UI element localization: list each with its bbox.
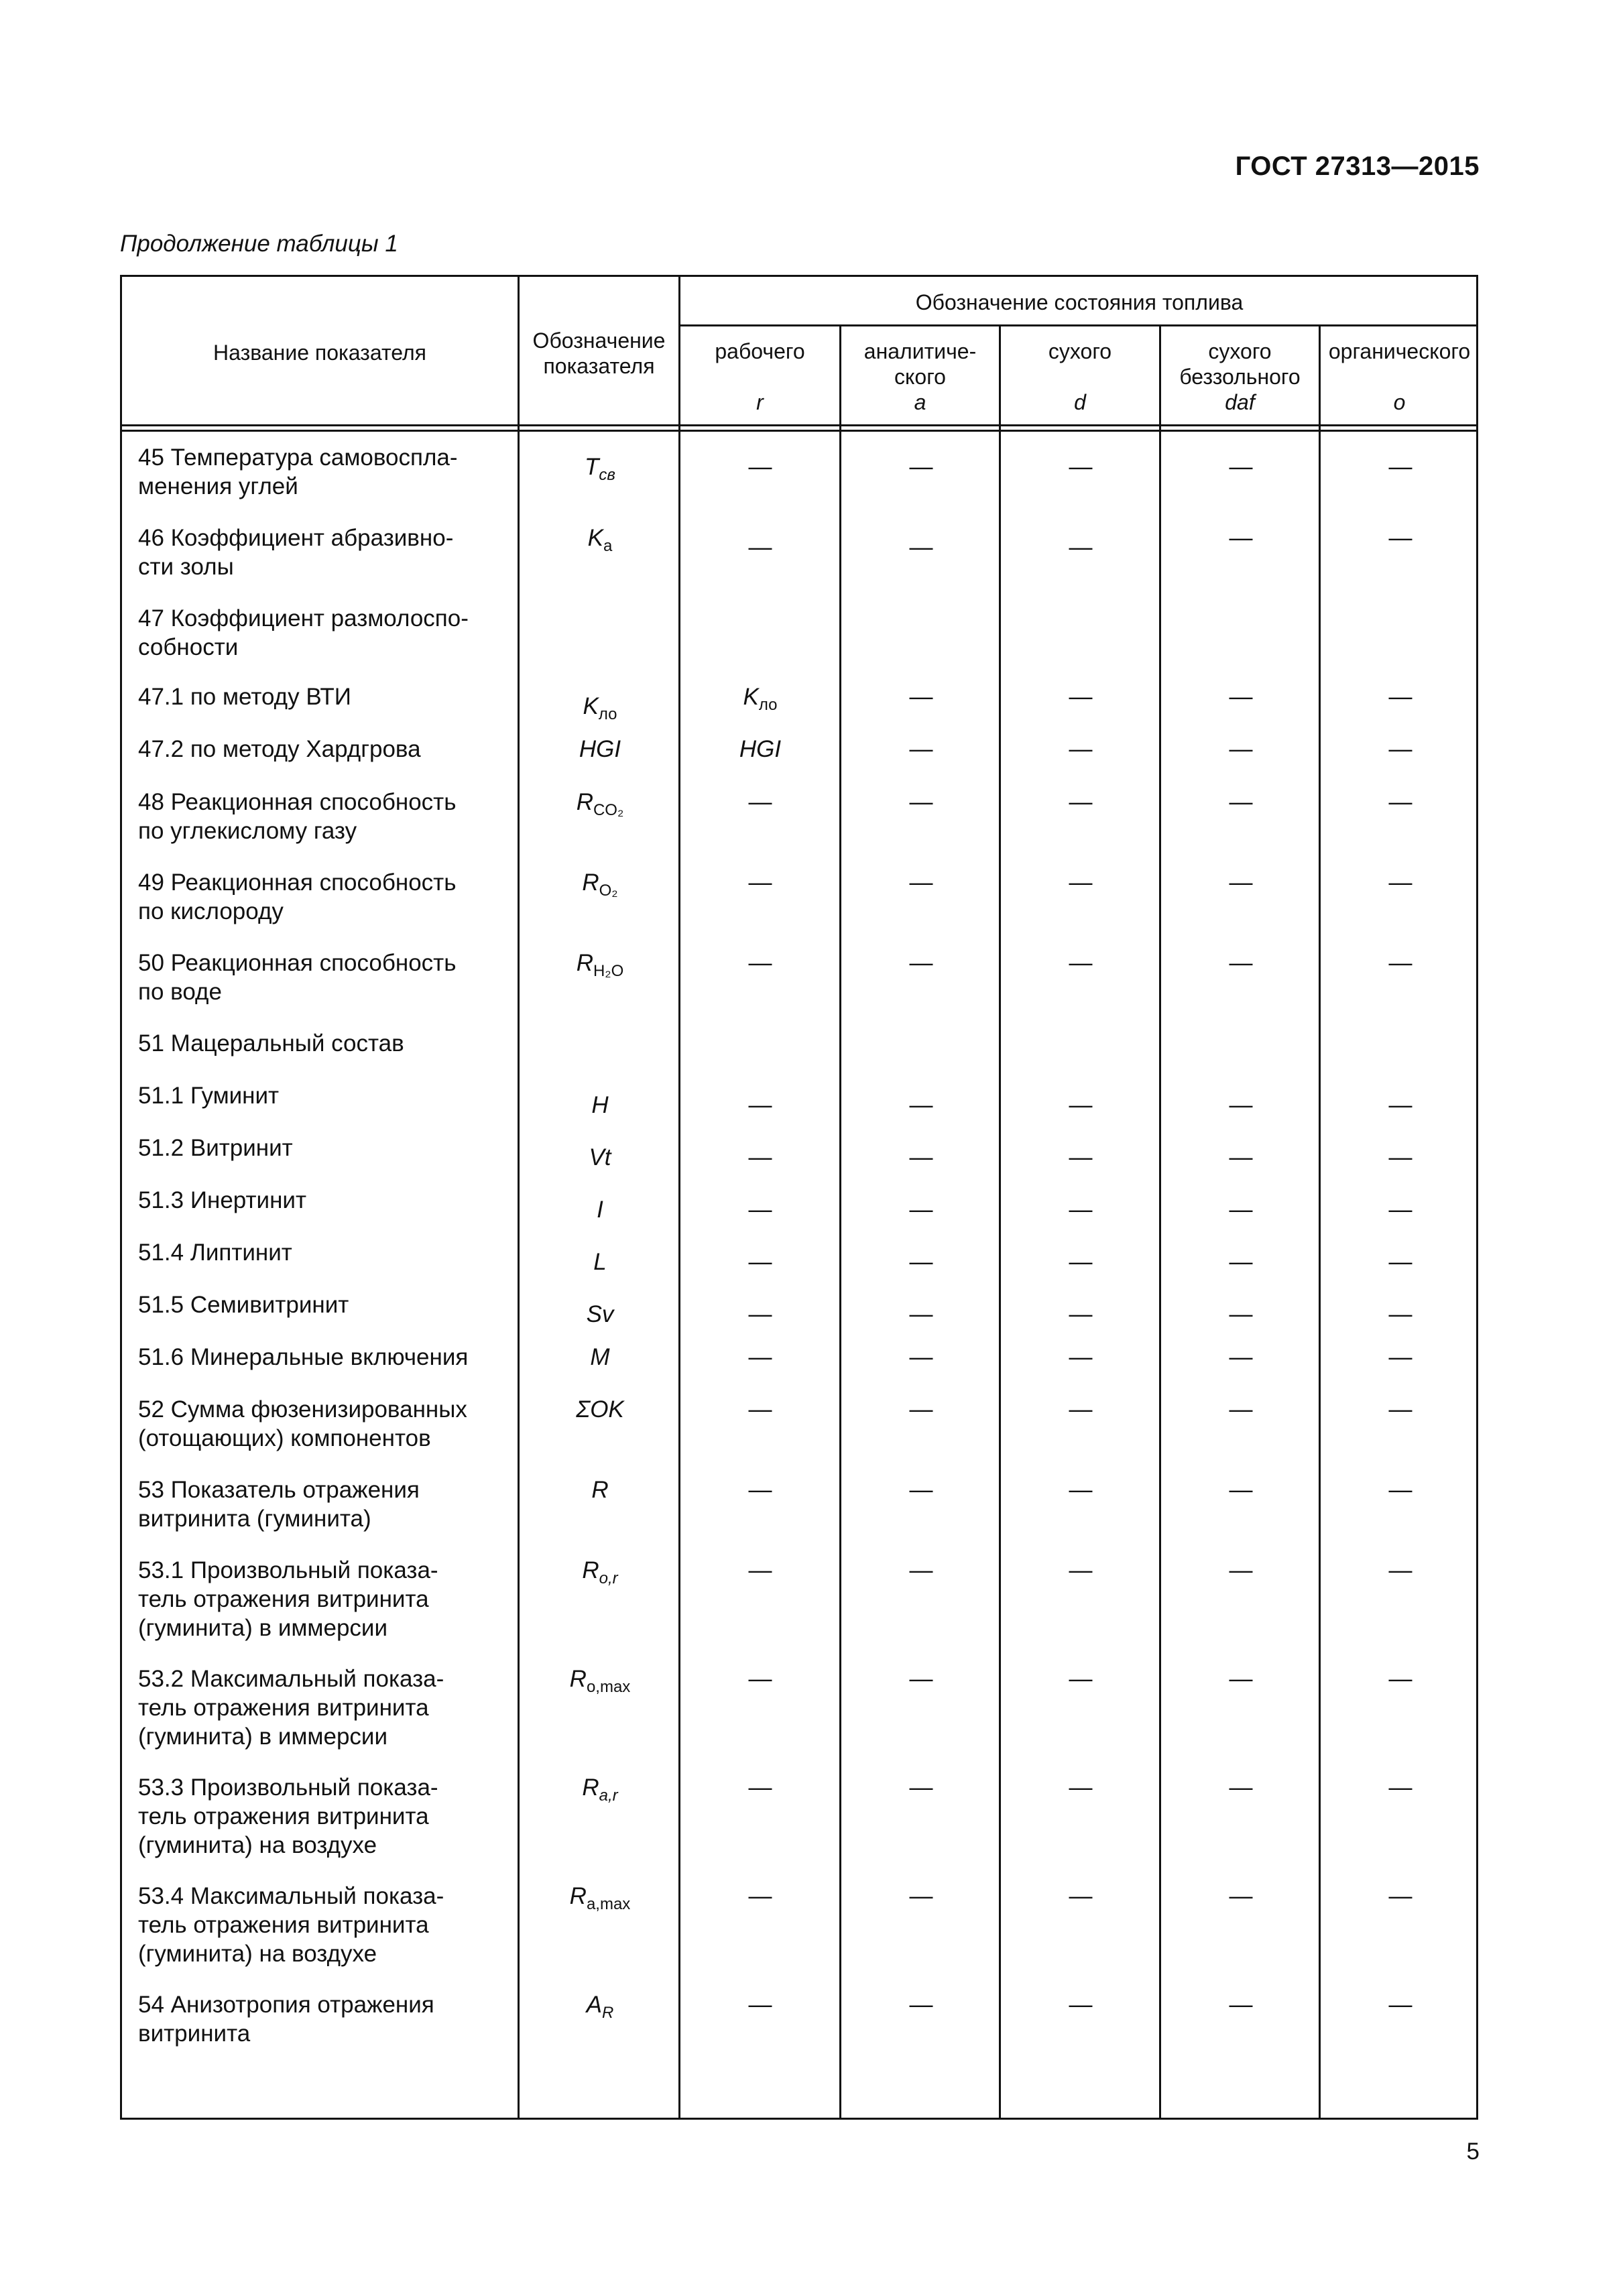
indicator-name xyxy=(138,1343,514,1372)
indicator-name xyxy=(138,1134,514,1162)
state-value: — xyxy=(1069,1396,1093,1423)
state-value: — xyxy=(748,1774,772,1801)
state-value: — xyxy=(1388,1301,1412,1327)
header-symbol xyxy=(520,328,678,379)
indicator-name-line: (гуминита) на воздухе xyxy=(138,1941,377,1967)
state-value: — xyxy=(909,1301,933,1327)
indicator-symbol: Vt xyxy=(589,1144,611,1170)
indicator-symbol: $K_{ло}$ xyxy=(583,693,617,723)
state-value: — xyxy=(1229,869,1253,896)
state-value: — xyxy=(1229,1144,1253,1170)
state-value: — xyxy=(1069,1249,1093,1275)
indicator-name xyxy=(138,1290,514,1319)
header-state-code: d xyxy=(1074,390,1086,414)
state-value: — xyxy=(909,1774,933,1801)
state-value: — xyxy=(748,1666,772,1692)
indicator-name-line: 53.4 Максимальный показа- xyxy=(138,1883,444,1909)
state-value: — xyxy=(909,684,933,710)
state-value: — xyxy=(748,1992,772,2018)
state-value: — xyxy=(1069,1666,1093,1692)
indicator-name-line: витринита (гуминита) xyxy=(138,1506,371,1532)
indicator-name xyxy=(138,1556,514,1642)
indicator-name-line: 45 Температура самовоспла- xyxy=(138,444,458,471)
state-value: — xyxy=(1069,1883,1093,1909)
header-state-label: рабочего xyxy=(715,339,805,363)
indicator-name-line: (отощающих) компонентов xyxy=(138,1425,431,1451)
state-value: — xyxy=(909,736,933,762)
state-value: — xyxy=(909,950,933,976)
indicator-name-line: тель отражения витринита xyxy=(138,1912,429,1938)
header-state-code: o xyxy=(1393,390,1406,414)
indicator-symbol: $R_{CO_2}$ xyxy=(576,789,624,819)
state-value: — xyxy=(748,1301,772,1327)
state-value: — xyxy=(748,1477,772,1503)
header-state-o xyxy=(1321,339,1478,415)
header-state-code: r xyxy=(756,390,764,414)
indicator-symbol: $R_{o,r}$ xyxy=(582,1557,618,1587)
indicator-symbol: $K_a$ xyxy=(587,525,613,555)
divider xyxy=(680,324,1478,326)
indicator-symbol: R xyxy=(591,1477,609,1503)
state-value: — xyxy=(1229,789,1253,815)
indicator-name xyxy=(138,1081,514,1110)
state-value: — xyxy=(1388,1197,1412,1223)
indicator-name xyxy=(138,1238,514,1267)
indicator-name-line: 52 Сумма фюзенизированных xyxy=(138,1396,467,1423)
header-state-label: аналитиче- xyxy=(863,339,977,363)
state-value: — xyxy=(1229,684,1253,710)
state-value: — xyxy=(1388,1477,1412,1503)
state-value: — xyxy=(909,1092,933,1118)
state-value: — xyxy=(748,1197,772,1223)
state-value: — xyxy=(909,869,933,896)
indicator-name xyxy=(138,1665,514,1751)
state-value: — xyxy=(909,1197,933,1223)
indicator-name-line: 51.3 Инертинит xyxy=(138,1187,306,1213)
state-value: — xyxy=(1388,736,1412,762)
indicator-name-line: (гуминита) в иммерсии xyxy=(138,1724,388,1750)
indicator-name-line: тель отражения витринита xyxy=(138,1803,429,1829)
indicator-name xyxy=(138,682,514,711)
header-state-r xyxy=(680,339,839,415)
state-value: — xyxy=(748,1557,772,1583)
state-value: — xyxy=(1229,1992,1253,2018)
indicator-symbol: $R_{a,r}$ xyxy=(582,1774,618,1805)
indicator-name xyxy=(138,1029,514,1058)
indicator-symbol: HGI xyxy=(579,736,621,762)
indicator-name-line: по воде xyxy=(138,979,222,1005)
indicator-symbol: Sv xyxy=(586,1301,614,1327)
header-state-d xyxy=(1001,339,1159,415)
state-value: — xyxy=(1069,1992,1093,2018)
indicator-symbol: $T_{св}$ xyxy=(585,454,615,484)
header-state-code: a xyxy=(914,390,926,414)
state-value: — xyxy=(909,1883,933,1909)
indicator-name xyxy=(138,1475,514,1533)
header-state-label: ского xyxy=(894,365,946,389)
header-state-label xyxy=(1001,364,1159,389)
document-code: ГОСТ 27313—2015 xyxy=(1235,152,1480,181)
state-value: — xyxy=(1388,1249,1412,1275)
indicator-symbol: H xyxy=(591,1092,609,1118)
indicator-name-line: 53.3 Произвольный показа- xyxy=(138,1774,438,1801)
state-value: — xyxy=(909,1477,933,1503)
indicator-name xyxy=(138,788,514,845)
header-state-a xyxy=(841,339,999,415)
state-value: — xyxy=(1229,454,1253,480)
indicator-name-line: по кислороду xyxy=(138,898,284,924)
indicator-name-line: 54 Анизотропия отражения xyxy=(138,1992,434,2018)
indicator-name xyxy=(138,1990,514,2048)
state-value: — xyxy=(1229,950,1253,976)
indicator-symbol: ΣOK xyxy=(576,1396,624,1423)
indicator-name xyxy=(138,1882,514,1968)
state-value: — xyxy=(748,789,772,815)
state-value: — xyxy=(1229,1344,1253,1370)
state-value: — xyxy=(1229,525,1253,551)
header-symbol-line: Обозначение xyxy=(532,328,666,353)
indicator-name-line: 53.1 Произвольный показа- xyxy=(138,1557,438,1583)
header-state-daf xyxy=(1161,339,1319,415)
state-value: — xyxy=(909,1557,933,1583)
state-value: — xyxy=(1388,869,1412,896)
state-value: — xyxy=(1229,1666,1253,1692)
indicator-name-line: 51.6 Минеральные включения xyxy=(138,1344,469,1370)
state-value: — xyxy=(909,1344,933,1370)
state-value: — xyxy=(748,1092,772,1118)
state-value: — xyxy=(1229,1477,1253,1503)
state-value: — xyxy=(1229,1883,1253,1909)
state-value: — xyxy=(1069,454,1093,480)
indicator-name-line: (гуминита) в иммерсии xyxy=(138,1615,388,1641)
state-value: — xyxy=(1229,1774,1253,1801)
state-value: — xyxy=(1388,684,1412,710)
indicator-name xyxy=(138,1395,514,1453)
state-value: — xyxy=(748,1396,772,1423)
state-value: — xyxy=(748,1144,772,1170)
header-state-label: беззольного xyxy=(1179,365,1301,389)
indicator-name-line: 47.1 по методу ВТИ xyxy=(138,684,351,710)
state-value: — xyxy=(909,1666,933,1692)
indicator-name xyxy=(138,443,514,501)
indicator-name-line: 49 Реакционная способность xyxy=(138,869,457,896)
state-value: — xyxy=(1388,1774,1412,1801)
state-value: — xyxy=(909,1992,933,2018)
state-value: — xyxy=(1229,736,1253,762)
state-value: — xyxy=(1388,1666,1412,1692)
indicator-name-line: 53.2 Максимальный показа- xyxy=(138,1666,444,1692)
state-value: — xyxy=(1229,1249,1253,1275)
indicator-name xyxy=(138,949,514,1006)
state-value: — xyxy=(1388,1344,1412,1370)
header-state-label: сухого xyxy=(1048,339,1112,363)
indicator-symbol: $A_R$ xyxy=(586,1992,614,2022)
indicator-name-line: (гуминита) на воздухе xyxy=(138,1832,377,1858)
state-value: — xyxy=(1388,1883,1412,1909)
indicator-name-line: сти золы xyxy=(138,554,234,580)
state-value: — xyxy=(1069,1557,1093,1583)
indicator-symbol: $R_{H_2O}$ xyxy=(576,950,624,980)
indicator-symbol: $R_{o,max}$ xyxy=(569,1666,631,1696)
state-value: — xyxy=(909,1144,933,1170)
state-value: — xyxy=(1069,869,1093,896)
state-value: — xyxy=(1388,1396,1412,1423)
state-value: — xyxy=(1229,1557,1253,1583)
state-value: — xyxy=(909,1249,933,1275)
header-state-label: органического xyxy=(1328,339,1471,363)
header-fuel-state-group: Обозначение состояния топлива xyxy=(915,290,1244,314)
state-value: — xyxy=(909,454,933,480)
indicator-name-line: собности xyxy=(138,634,239,660)
indicator-name-line: тель отражения витринита xyxy=(138,1695,429,1721)
state-value: — xyxy=(1229,1197,1253,1223)
state-value: HGI xyxy=(739,736,782,762)
indicator-name-line: 47.2 по методу Хардгрова xyxy=(138,736,421,762)
header-state-label xyxy=(1321,364,1478,389)
indicator-name xyxy=(138,524,514,581)
state-value: — xyxy=(748,454,772,480)
state-value: — xyxy=(1388,525,1412,551)
indicator-name-line: витринита xyxy=(138,2020,251,2047)
page-number: 5 xyxy=(1466,2138,1480,2165)
state-value: — xyxy=(748,869,772,896)
header-name: Название показателя xyxy=(213,341,426,365)
indicator-name xyxy=(138,735,514,764)
state-value: — xyxy=(1069,534,1093,560)
state-value: — xyxy=(1069,1344,1093,1370)
indicator-symbol: M xyxy=(590,1344,610,1370)
state-value: — xyxy=(1069,1301,1093,1327)
data-table xyxy=(120,275,1478,2120)
state-value: — xyxy=(1388,454,1412,480)
state-value: — xyxy=(1388,789,1412,815)
header-state-code: daf xyxy=(1225,390,1255,414)
state-value: — xyxy=(1388,1557,1412,1583)
state-value: — xyxy=(1229,1301,1253,1327)
state-value: — xyxy=(748,1883,772,1909)
state-value: — xyxy=(748,950,772,976)
indicator-name-line: 53 Показатель отражения xyxy=(138,1477,420,1503)
indicator-name-line: 46 Коэффициент абразивно- xyxy=(138,525,454,551)
state-value: — xyxy=(1069,950,1093,976)
state-value: — xyxy=(1388,1992,1412,2018)
indicator-name-line: 51.2 Витринит xyxy=(138,1135,293,1161)
indicator-name-line: 51.1 Гуминит xyxy=(138,1083,280,1109)
state-value: — xyxy=(1069,1092,1093,1118)
state-value: — xyxy=(1388,950,1412,976)
indicator-name-line: 50 Реакционная способность xyxy=(138,950,457,976)
indicator-symbol: I xyxy=(597,1197,603,1223)
state-value: — xyxy=(1069,736,1093,762)
state-value: — xyxy=(748,1249,772,1275)
state-value: — xyxy=(1388,1144,1412,1170)
indicator-name-line: по углекислому газу xyxy=(138,818,357,844)
indicator-symbol: L xyxy=(593,1249,607,1275)
state-value: — xyxy=(1069,1477,1093,1503)
state-value: — xyxy=(1388,1092,1412,1118)
indicator-name-line: 51.4 Липтинит xyxy=(138,1240,292,1266)
indicator-name-line: 51.5 Семивитринит xyxy=(138,1292,349,1318)
indicator-name xyxy=(138,604,514,662)
indicator-symbol: $R_{O_2}$ xyxy=(582,869,618,900)
state-value: — xyxy=(1069,1774,1093,1801)
state-value: — xyxy=(1069,684,1093,710)
state-value: — xyxy=(909,1396,933,1423)
indicator-name xyxy=(138,1186,514,1215)
divider xyxy=(122,430,1476,432)
state-value: — xyxy=(748,1344,772,1370)
indicator-name xyxy=(138,868,514,926)
indicator-symbol: $R_{a,max}$ xyxy=(569,1883,631,1913)
indicator-name-line: менения углей xyxy=(138,473,298,499)
indicator-name-line: 51 Мацеральный состав xyxy=(138,1030,404,1056)
indicator-name-line: тель отражения витринита xyxy=(138,1586,429,1612)
indicator-name-line: 48 Реакционная способность xyxy=(138,789,457,815)
header-symbol-line: показателя xyxy=(543,354,655,378)
state-value: — xyxy=(1229,1092,1253,1118)
state-value: — xyxy=(1069,789,1093,815)
indicator-name-line: 47 Коэффициент размолоспо- xyxy=(138,605,469,631)
indicator-name xyxy=(138,1773,514,1860)
header-state-label: сухого xyxy=(1208,339,1272,363)
state-value: — xyxy=(909,534,933,560)
state-value: $K_{ло}$ xyxy=(743,684,778,714)
state-value: — xyxy=(1229,1396,1253,1423)
divider xyxy=(122,424,1476,426)
state-value: — xyxy=(748,534,772,560)
header-state-label xyxy=(680,364,839,389)
state-value: — xyxy=(909,789,933,815)
table-caption: Продолжение таблицы 1 xyxy=(120,231,398,257)
state-value: — xyxy=(1069,1144,1093,1170)
state-value: — xyxy=(1069,1197,1093,1223)
